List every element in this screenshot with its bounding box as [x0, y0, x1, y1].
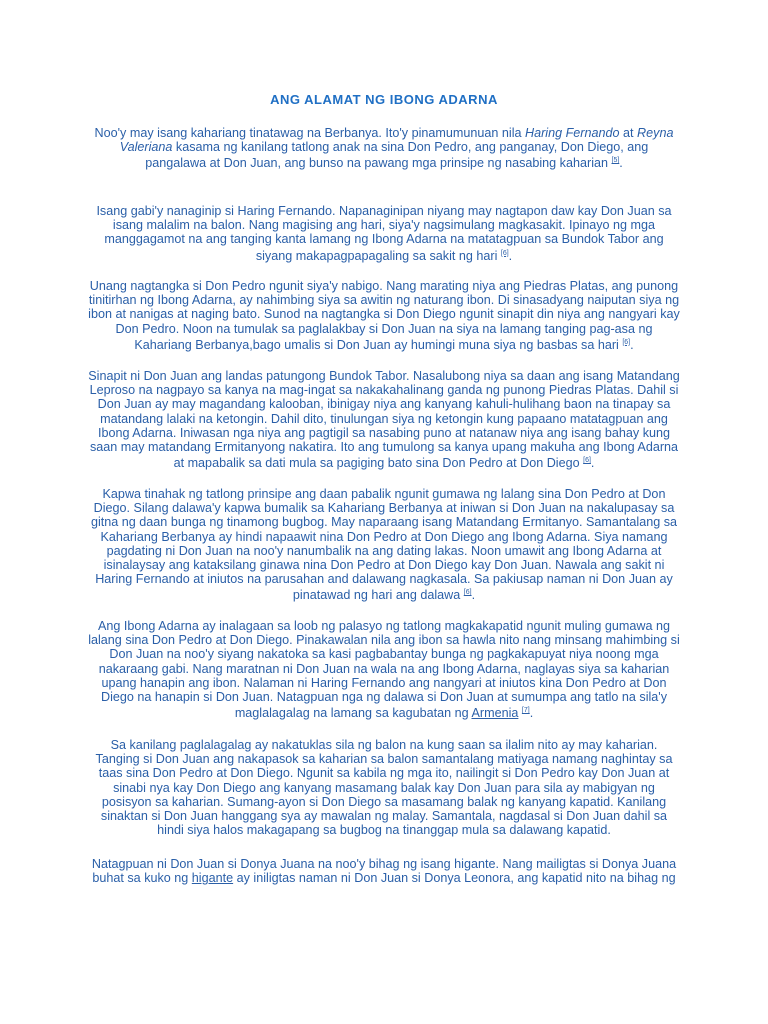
- citation-link[interactable]: [5]: [611, 157, 620, 165]
- paragraph-end: .: [590, 456, 595, 471]
- paragraph-text: kasama ng kanilang tatlong anak na sina Don Pedro, ang panganay, Don Diego, ang pangalawa at Don Juan, ang bunso na pawang mga prinsipe ng nasabing kaharian: [145, 140, 649, 171]
- higante-link[interactable]: higante: [191, 871, 234, 886]
- citation-link[interactable]: [6]: [622, 338, 631, 346]
- paragraph-text: Isang gabi'y nanaginip si Haring Fernando. Napanaginipan niyang may nagtapon daw kay Don Juan sa isang malalim na balon. Nang magising ang hari, siya'y nagsimulang magkasakit. Ipinayo ng mga manggagamot na ang tanging kanta lamang ng Ibong Adarna na matatagpuan sa Bundok Tabor ang siyang makapagpapagaling sa sakit ng hari: [96, 204, 672, 263]
- citation-link[interactable]: [6]: [583, 457, 591, 465]
- paragraph-end: .: [630, 338, 634, 352]
- paragraph-6: [88, 619, 680, 721]
- paragraph-text: Sa kanilang paglalagalag ay nakatuklas sila ng balon na kung saan sa ilalim nito ay may kaharian. Tanging si Don Juan ang nakapasok sa kaharian sa balon samantalang matiyaga namang naghintay sa taas sina Don Pedro at Don Diego. Ngunit sa kabila ng mga ito, nailingit si Don Pedro kay Don Juan at sinabi nya kay Don Diego ang kanyang masamang balak kay Don Juan para sila ay mabigyan ng posisyon sa kaharian. Sumang-ayon si Don Diego sa masamang balak ng kanyang kapatid. Kanilang sinaktan si Don Juan hanggang sya ay mawalan ng malay. Samantala, nagdasal si Don Juan dahil sa hindi siya halos makagapang sa bugbog na tinanggap mula sa dalawang kapatid.: [95, 738, 673, 838]
- paragraph-end: .: [471, 588, 476, 603]
- paragraph-2: [88, 204, 680, 263]
- citation-link[interactable]: [7]: [521, 707, 530, 715]
- paragraph-end: .: [529, 706, 534, 721]
- citation-link[interactable]: [6]: [500, 249, 509, 257]
- armenia-link[interactable]: Armenia: [471, 706, 519, 721]
- paragraph-text: ay iniligtas naman ni Don Juan si Donya Leonora, ang kapatid nito na bihag ng: [233, 871, 676, 886]
- paragraph-4: [88, 369, 680, 471]
- paragraph-5: [88, 487, 680, 603]
- paragraph-end: .: [619, 156, 623, 171]
- paragraph-8: [88, 857, 680, 885]
- document-title: ANG ALAMAT NG IBONG ADARNA: [270, 92, 498, 107]
- paragraph-text: at: [619, 126, 638, 140]
- paragraph-text: Natagpuan ni Don Juan si Donya Juana na noo'y bihag ng isang higante. Nang mailigtas si Donya Juana buhat sa kuko ng: [91, 857, 677, 886]
- queen-name: Reyna Valeriana: [119, 126, 674, 155]
- paragraph-text: Noo'y may isang kahariang tinatawag na Berbanya. Ito'y pinamumunuan nila: [94, 126, 526, 140]
- paragraph-3: [88, 279, 680, 352]
- paragraph-text: Kapwa tinahak ng tatlong prinsipe ang daan pabalik ngunit gumawa ng lalang sina Don Pedro at Don Diego. Silang dalawa'y kapwa bumalik sa Kahariang Berbanya at iniwan si Don Juan na nakalupasay sa gitna ng daan bunga ng tinamong bugbog. May naparaang isang Matandang Ermitanyo. Samantalang sa Kahariang Berbanya ay hindi napaawit nina Don Pedro at Don Diego ang Ibong Adarna. Siya namang pagdating ni Don Juan na noo'y nanumbalik na ang dating lakas. Noon umawit ang Ibong Adarna at isinalaysay ang kataksilang ginawa nina Don Pedro at Don Diego kay Don Juan. Nawala ang sakit ni Haring Fernando at iniutos na parusahan and dalawang nagkasala. Sa pakiusap naman ni Don Juan ay pinatawad ng hari ang dalawa: [90, 487, 678, 603]
- paragraph-7: [88, 738, 680, 837]
- citation-link[interactable]: [6]: [463, 589, 472, 597]
- king-name: Haring Fernando: [525, 126, 620, 140]
- paragraph-end: .: [508, 248, 513, 263]
- paragraph-1: [88, 126, 680, 171]
- paragraph-text: Sinapit ni Don Juan ang landas patungong Bundok Tabor. Nasalubong niya sa daan ang isang Matandang Leproso na nagpayo sa kanya na mag-ingat sa nakakahalinang ganda ng punong Piedras Platas. Dahil si Don Juan ay may magandang kalooban, ibinigay niya ang kanyang kahuli-hulihang baon na tinapay sa matandang lalaki na ketongin. Dahil dito, tinulungan siya ng ketongin kung papaano matatagpuan ang Ibong Adarna. Iniwasan nga niya ang pagtigil sa nasabing puno at natanaw niya ang isang bahay kung saan may matandang Ermitanyong nakatira. Ito ang tumulong sa kanya upang makuha ang Ibong Adarna at mapabalik sa dati mula sa pagiging bato sina Don Pedro at Don Diego: [88, 369, 680, 471]
- paragraph-text: Unang nagtangka si Don Pedro ngunit siya'y nabigo. Nang marating niya ang Piedras Platas, ang punong tinitirhan ng Ibong Adarna, ay nahimbing siya sa awitin ng naturang ibon. Di sinasadyang naiputan siya ng ibon at nanigas at naging bato. Sunod na nagtangka si Don Diego ngunit sinapit din niya ang nangyari kay Don Pedro. Noon na tumulak sa paglalakbay si Don Juan na siya na lamang tanging pag-asa ng Kahariang Berbanya,bago umalis si Don Juan ay humingi muna siya ng basbas sa hari: [88, 279, 680, 352]
- paragraph-text: Ang Ibong Adarna ay inalagaan sa loob ng palasyo ng tatlong magkakapatid ngunit muling gumawa ng lalang sina Don Pedro at Don Diego. Pinakawalan nila ang ibon sa hawla nito nang minsang mahimbing si Don Juan na noo'y siyang nakatoka sa kasi pagbabantay bunga ng pagkakapuyat niya noong mga nakaraang gabi. Nang maratnan ni Don Juan na wala na ang Ibong Adarna, naglayas siya sa kaharian upang hanapin ang ibon. Nalaman ni Haring Fernando ang nangyari at iniutos kina Don Pedro at Don Diego na hanapin si Don Juan. Natagpuan nga ng dalawa si Don Juan at sumumpa ang tatlo na sila'y maglalagalag na lamang sa kagubatan ng: [88, 619, 680, 721]
